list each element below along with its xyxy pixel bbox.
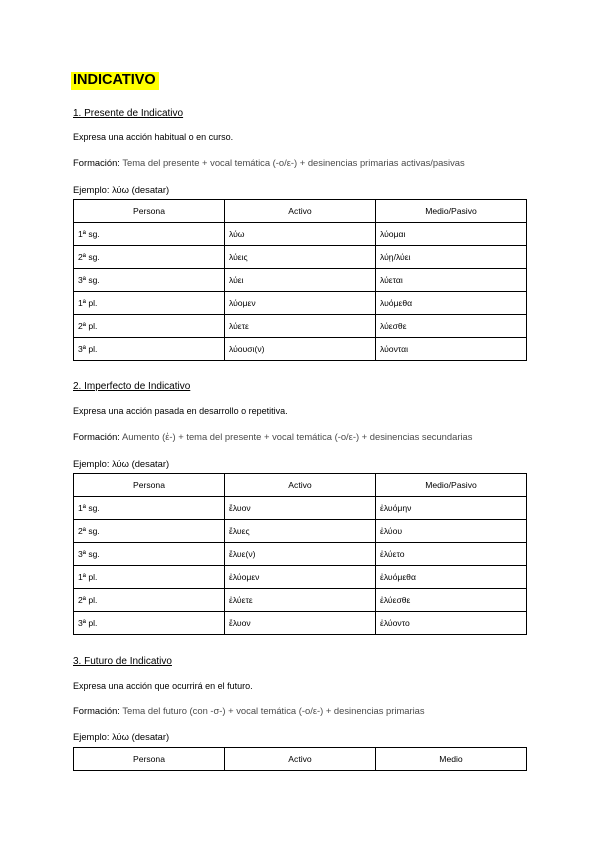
section-heading-presente: 1. Presente de Indicativo bbox=[73, 108, 184, 119]
cell-persona: 1ª sg. bbox=[74, 497, 225, 520]
example-line: Ejemplo: λύω (desatar) bbox=[73, 184, 170, 195]
cell-persona: 1ª pl. bbox=[74, 566, 225, 589]
table-row bbox=[74, 292, 527, 315]
header-persona: Persona bbox=[74, 748, 225, 771]
example-line: Ejemplo: λύω (desatar) bbox=[73, 458, 170, 469]
table-header-row bbox=[74, 474, 527, 497]
cell-persona: 3ª sg. bbox=[74, 543, 225, 566]
cell-medio: ἐλύετο bbox=[376, 543, 527, 566]
cell-activo: λύετε bbox=[225, 315, 376, 338]
formation-text: Tema del presente + vocal temática (-ο/ε-) + desinencias primarias activas/pasivas bbox=[119, 157, 465, 168]
table-row bbox=[74, 520, 527, 543]
cell-medio: λύῃ/λύει bbox=[376, 246, 527, 269]
formation-label: Formación: bbox=[73, 431, 120, 442]
example-line: Ejemplo: λύω (desatar) bbox=[73, 731, 170, 742]
cell-activo: λύει bbox=[225, 269, 376, 292]
section-description: Expresa una acción pasada en desarrollo o repetitiva. bbox=[73, 406, 288, 416]
cell-activo: ἔλυε(ν) bbox=[225, 543, 376, 566]
cell-persona: 1ª pl. bbox=[74, 292, 225, 315]
cell-medio: ἐλύεσθε bbox=[376, 589, 527, 612]
table-row bbox=[74, 223, 527, 246]
cell-activo: λύεις bbox=[225, 246, 376, 269]
cell-persona: 3ª sg. bbox=[74, 269, 225, 292]
header-medio: Medio bbox=[376, 748, 527, 771]
cell-persona: 2ª pl. bbox=[74, 589, 225, 612]
cell-medio: λύεται bbox=[376, 269, 527, 292]
table-row bbox=[74, 543, 527, 566]
header-activo: Activo bbox=[225, 474, 376, 497]
formation-text: Tema del futuro (con -σ-) + vocal temática (-ο/ε-) + desinencias primarias bbox=[119, 705, 425, 716]
cell-persona: 1ª sg. bbox=[74, 223, 225, 246]
header-medio-pasivo: Medio/Pasivo bbox=[376, 200, 527, 223]
table-row bbox=[74, 589, 527, 612]
cell-activo: ἔλυον bbox=[225, 497, 376, 520]
section-description: Expresa una acción que ocurrirá en el futuro. bbox=[73, 681, 253, 691]
cell-medio: λύεσθε bbox=[376, 315, 527, 338]
table-row bbox=[74, 269, 527, 292]
table-row bbox=[74, 612, 527, 635]
cell-medio: ἐλύου bbox=[376, 520, 527, 543]
conjugation-table-presente bbox=[73, 199, 527, 361]
cell-persona: 2ª pl. bbox=[74, 315, 225, 338]
cell-medio: ἐλυόμεθα bbox=[376, 566, 527, 589]
cell-persona: 3ª pl. bbox=[74, 612, 225, 635]
conjugation-table-futuro bbox=[73, 747, 527, 771]
cell-medio: λύομαι bbox=[376, 223, 527, 246]
conjugation-table-imperfecto bbox=[73, 473, 527, 635]
cell-activo: ἐλύομεν bbox=[225, 566, 376, 589]
header-activo: Activo bbox=[225, 200, 376, 223]
formation-line bbox=[73, 157, 465, 169]
section-heading-futuro: 3. Futuro de Indicativo bbox=[73, 656, 172, 667]
cell-medio: λύονται bbox=[376, 338, 527, 361]
formation-line bbox=[73, 705, 425, 717]
cell-activo: λύουσι(ν) bbox=[225, 338, 376, 361]
cell-activo: λύω bbox=[225, 223, 376, 246]
cell-activo: ἔλυον bbox=[225, 612, 376, 635]
header-activo: Activo bbox=[225, 748, 376, 771]
table-row bbox=[74, 338, 527, 361]
formation-line bbox=[73, 431, 472, 443]
cell-activo: λύομεν bbox=[225, 292, 376, 315]
cell-persona: 2ª sg. bbox=[74, 246, 225, 269]
cell-persona: 3ª pl. bbox=[74, 338, 225, 361]
formation-label: Formación: bbox=[73, 705, 120, 716]
table-header-row bbox=[74, 748, 527, 771]
table-row bbox=[74, 246, 527, 269]
cell-medio: ἐλύοντο bbox=[376, 612, 527, 635]
header-medio-pasivo: Medio/Pasivo bbox=[376, 474, 527, 497]
cell-activo: ἐλύετε bbox=[225, 589, 376, 612]
page-title: INDICATIVO bbox=[71, 72, 159, 90]
table-row bbox=[74, 315, 527, 338]
cell-activo: ἔλυες bbox=[225, 520, 376, 543]
cell-medio: λυόμεθα bbox=[376, 292, 527, 315]
section-heading-imperfecto: 2. Imperfecto de Indicativo bbox=[73, 381, 191, 392]
cell-medio: ἐλυόμην bbox=[376, 497, 527, 520]
table-header-row bbox=[74, 200, 527, 223]
formation-label: Formación: bbox=[73, 157, 120, 168]
table-row bbox=[74, 497, 527, 520]
table-row bbox=[74, 566, 527, 589]
section-description: Expresa una acción habitual o en curso. bbox=[73, 132, 234, 142]
cell-persona: 2ª sg. bbox=[74, 520, 225, 543]
header-persona: Persona bbox=[74, 474, 225, 497]
header-persona: Persona bbox=[74, 200, 225, 223]
formation-text: Aumento (ἐ-) + tema del presente + vocal temática (-ο/ε-) + desinencias secundarias bbox=[119, 431, 473, 442]
